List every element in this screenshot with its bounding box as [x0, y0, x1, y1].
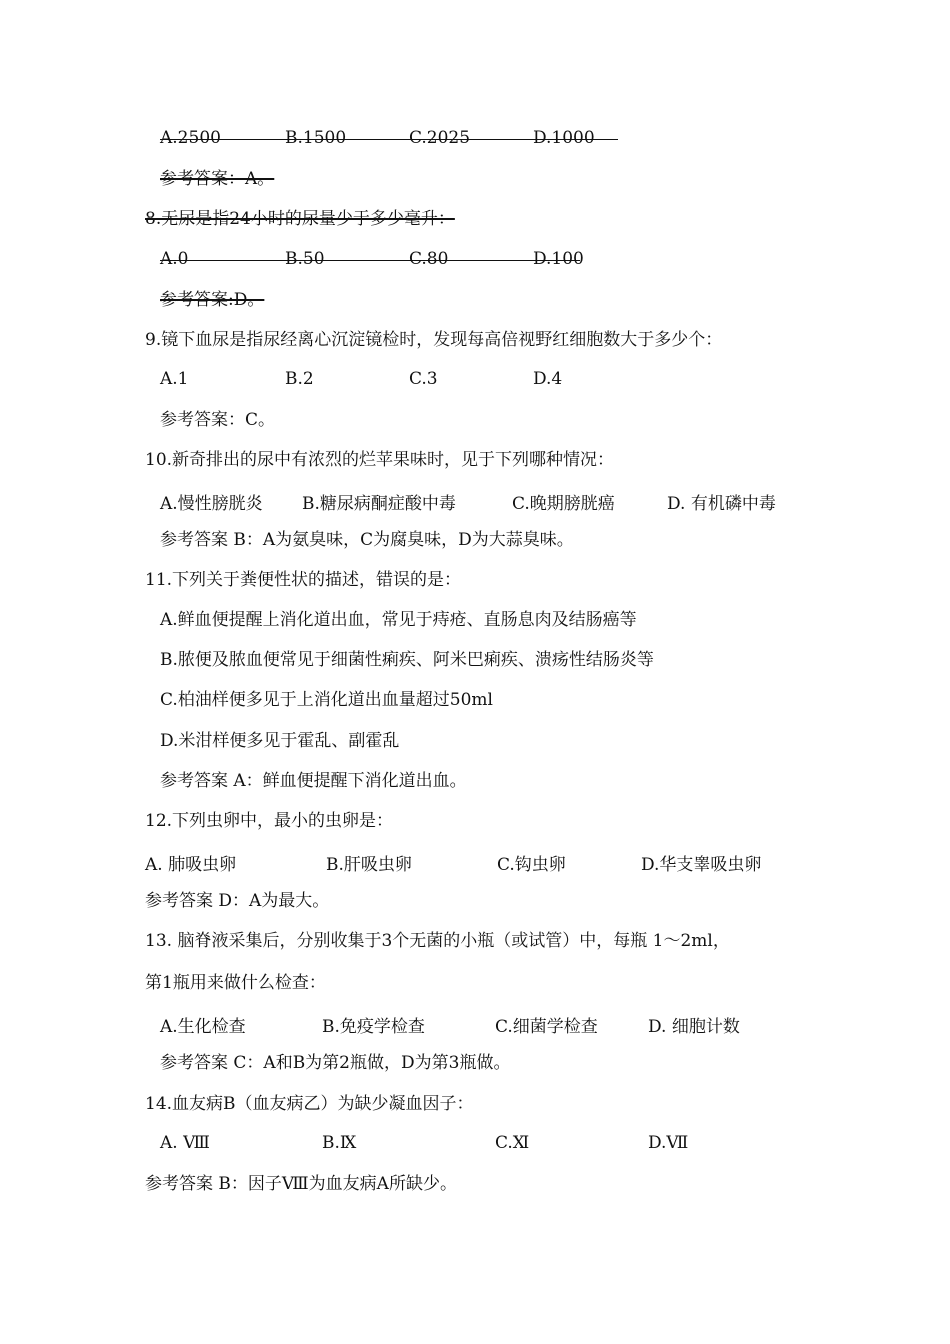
- q11-answer: 参考答案 A：鲜血便提醒下消化道出血。: [160, 771, 467, 791]
- q8-option-c: C.80: [409, 249, 449, 269]
- q8-question: 8.无尿是指24小时的尿量少于多少毫升：: [145, 209, 455, 229]
- q13-option-b: B.免疫学检查: [322, 1017, 425, 1037]
- q10-option-c: C.晚期膀胱癌: [512, 494, 615, 514]
- q13-option-c: C.细菌学检查: [495, 1017, 598, 1037]
- q10-option-a: A.慢性膀胱炎: [160, 494, 263, 514]
- q7-answer: 参考答案：A。: [160, 169, 275, 189]
- q9-answer: 参考答案：C。: [160, 410, 276, 430]
- q13-question-line2: 第1瓶用来做什么检查：: [145, 973, 326, 993]
- q14-option-d: D.Ⅶ: [648, 1133, 689, 1153]
- q8-answer: 参考答案:D。: [160, 290, 265, 310]
- q14-option-c: C.Ⅺ: [495, 1133, 530, 1153]
- q12-option-a: A. 肺吸虫卵: [145, 855, 237, 875]
- q13-answer: 参考答案 C：A和B为第2瓶做，D为第3瓶做。: [160, 1053, 511, 1073]
- q10-option-b: B.糖尿病酮症酸中毒: [302, 494, 456, 514]
- q12-answer: 参考答案 D：A为最大。: [145, 891, 330, 911]
- q12-question: 12.下列虫卵中，最小的虫卵是：: [145, 811, 394, 831]
- q13-option-a: A.生化检查: [160, 1017, 246, 1037]
- q9-question: 9.镜下血尿是指尿经离心沉淀镜检时，发现每高倍视野红细胞数大于多少个：: [145, 330, 723, 350]
- q10-option-d: D. 有机磷中毒: [667, 494, 776, 514]
- q11-option-c: C.柏油样便多见于上消化道出血量超过50ml: [160, 690, 493, 710]
- q8-option-d: D.100: [533, 249, 584, 269]
- q14-option-a: A. Ⅷ: [160, 1133, 210, 1153]
- q9-option-b: B.2: [285, 369, 314, 389]
- q9-option-d: D.4: [533, 369, 563, 389]
- q14-answer: 参考答案 B：因子Ⅷ为血友病A所缺少。: [145, 1174, 457, 1194]
- q9-option-c: C.3: [409, 369, 438, 389]
- q11-option-b: B.脓便及脓血便常见于细菌性痢疾、阿米巴痢疾、溃疡性结肠炎等: [160, 650, 654, 670]
- q9-option-a: A.1: [160, 369, 189, 389]
- q11-option-a: A.鲜血便提醒上消化道出血，常见于痔疮、直肠息肉及结肠癌等: [160, 610, 637, 630]
- q8-option-a: A.0: [160, 249, 189, 269]
- q13-option-d: D. 细胞计数: [648, 1017, 740, 1037]
- q11-question: 11.下列关于粪便性状的描述，错误的是：: [145, 570, 462, 590]
- q12-option-c: C.钩虫卵: [497, 855, 566, 875]
- strikethrough-line: [160, 260, 580, 261]
- q10-question: 10.新奇排出的尿中有浓烈的烂苹果味时，见于下列哪种情况：: [145, 450, 615, 470]
- q10-answer: 参考答案 B：A为氨臭味，C为腐臭味，D为大蒜臭味。: [160, 530, 574, 550]
- q7-option-c: C.2025: [409, 128, 471, 148]
- q12-option-b: B.肝吸虫卵: [326, 855, 412, 875]
- q14-option-b: B.Ⅸ: [322, 1133, 357, 1153]
- q7-option-d: D.1000: [533, 128, 595, 148]
- q7-option-a: A.2500: [160, 128, 221, 148]
- q8-option-b: B.50: [285, 249, 325, 269]
- q12-option-d: D.华支睾吸虫卵: [641, 855, 762, 875]
- q7-option-b: B.1500: [285, 128, 347, 148]
- q13-question-line1: 13. 脑脊液采集后，分别收集于3个无菌的小瓶（或试管）中，每瓶 1～2ml，: [145, 931, 730, 951]
- q11-option-d: D.米泔样便多见于霍乱、副霍乱: [160, 731, 400, 751]
- q14-question: 14.血友病B（血友病乙）为缺少凝血因子：: [145, 1094, 474, 1114]
